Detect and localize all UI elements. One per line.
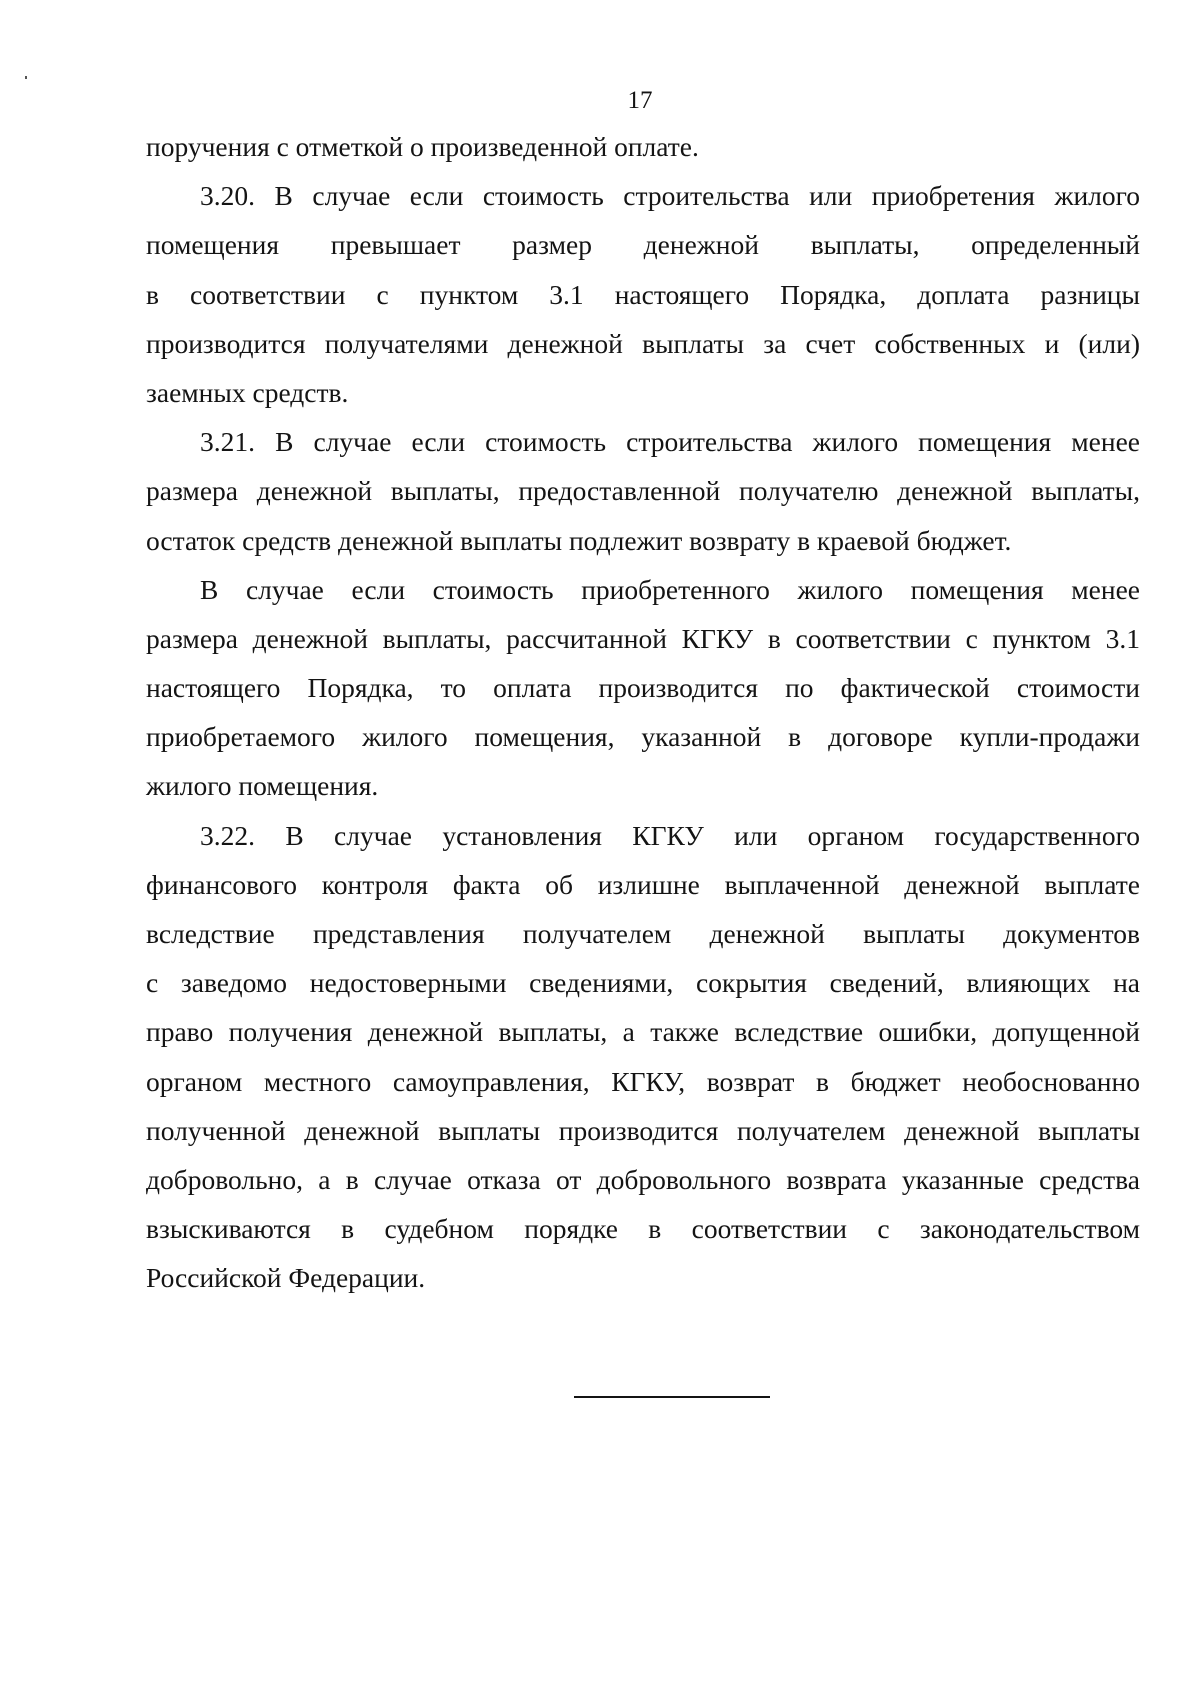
- text-line: остаток средств денежной выплаты подлежит возврату в краевой бюджет.: [146, 524, 1012, 556]
- text-line: размера денежной выплаты, предоставленной получателю денежной выплаты,: [146, 475, 1140, 507]
- text-line: органом местного самоуправления, КГКУ, возврат в бюджет необоснованно: [146, 1065, 1140, 1097]
- text-line: В случае если стоимость приобретенного жилого помещения менее: [200, 573, 1140, 605]
- text-line: 3.21. В случае если стоимость строительства жилого помещения менее: [200, 426, 1140, 458]
- text-line: размера денежной выплаты, рассчитанной КГКУ в соответствии с пунктом 3.1: [146, 622, 1140, 654]
- text-line: взыскиваются в судебном порядке в соответствии с законодательством: [146, 1213, 1140, 1245]
- text-line: Российской Федерации.: [146, 1262, 426, 1294]
- page-number: 17: [627, 87, 653, 114]
- text-line: заемных средств.: [146, 376, 349, 408]
- scan-speck: [25, 76, 27, 79]
- text-line: 3.22. В случае установления КГКУ или органом государственного: [200, 819, 1140, 851]
- text-line: вследствие представления получателем денежной выплаты документов: [146, 918, 1140, 949]
- text-line: право получения денежной выплаты, а также вследствие ошибки, допущенной: [146, 1016, 1140, 1048]
- text-line: приобретаемого жилого помещения, указанной в договоре купли-продажи: [146, 721, 1140, 753]
- text-line: финансового контроля факта об излишне выплаченной денежной выплате: [146, 868, 1140, 900]
- text-line: добровольно, а в случае отказа от добровольного возврата указанные средства: [146, 1163, 1140, 1195]
- text-line: производится получателями денежной выплаты за счет собственных и (или): [146, 327, 1140, 359]
- text-line: с заведомо недостоверными сведениями, сокрытия сведений, влияющих на: [146, 967, 1140, 999]
- text-line: в соответствии с пунктом 3.1 настоящего Порядка, доплата разницы: [146, 278, 1140, 310]
- text-line: помещения превышает размер денежной выплаты, определенный: [146, 229, 1140, 261]
- end-of-text-rule: [574, 1396, 770, 1398]
- text-line: 3.20. В случае если стоимость строительства или приобретения жилого: [200, 180, 1140, 212]
- document-body: [146, 122, 1140, 1303]
- text-line: поручения с отметкой о произведенной оплате.: [146, 131, 699, 162]
- text-line: жилого помещения.: [146, 770, 379, 802]
- text-line: настоящего Порядка, то оплата производится по фактической стоимости: [146, 672, 1140, 704]
- text-line: полученной денежной выплаты производится получателем денежной выплаты: [146, 1114, 1140, 1146]
